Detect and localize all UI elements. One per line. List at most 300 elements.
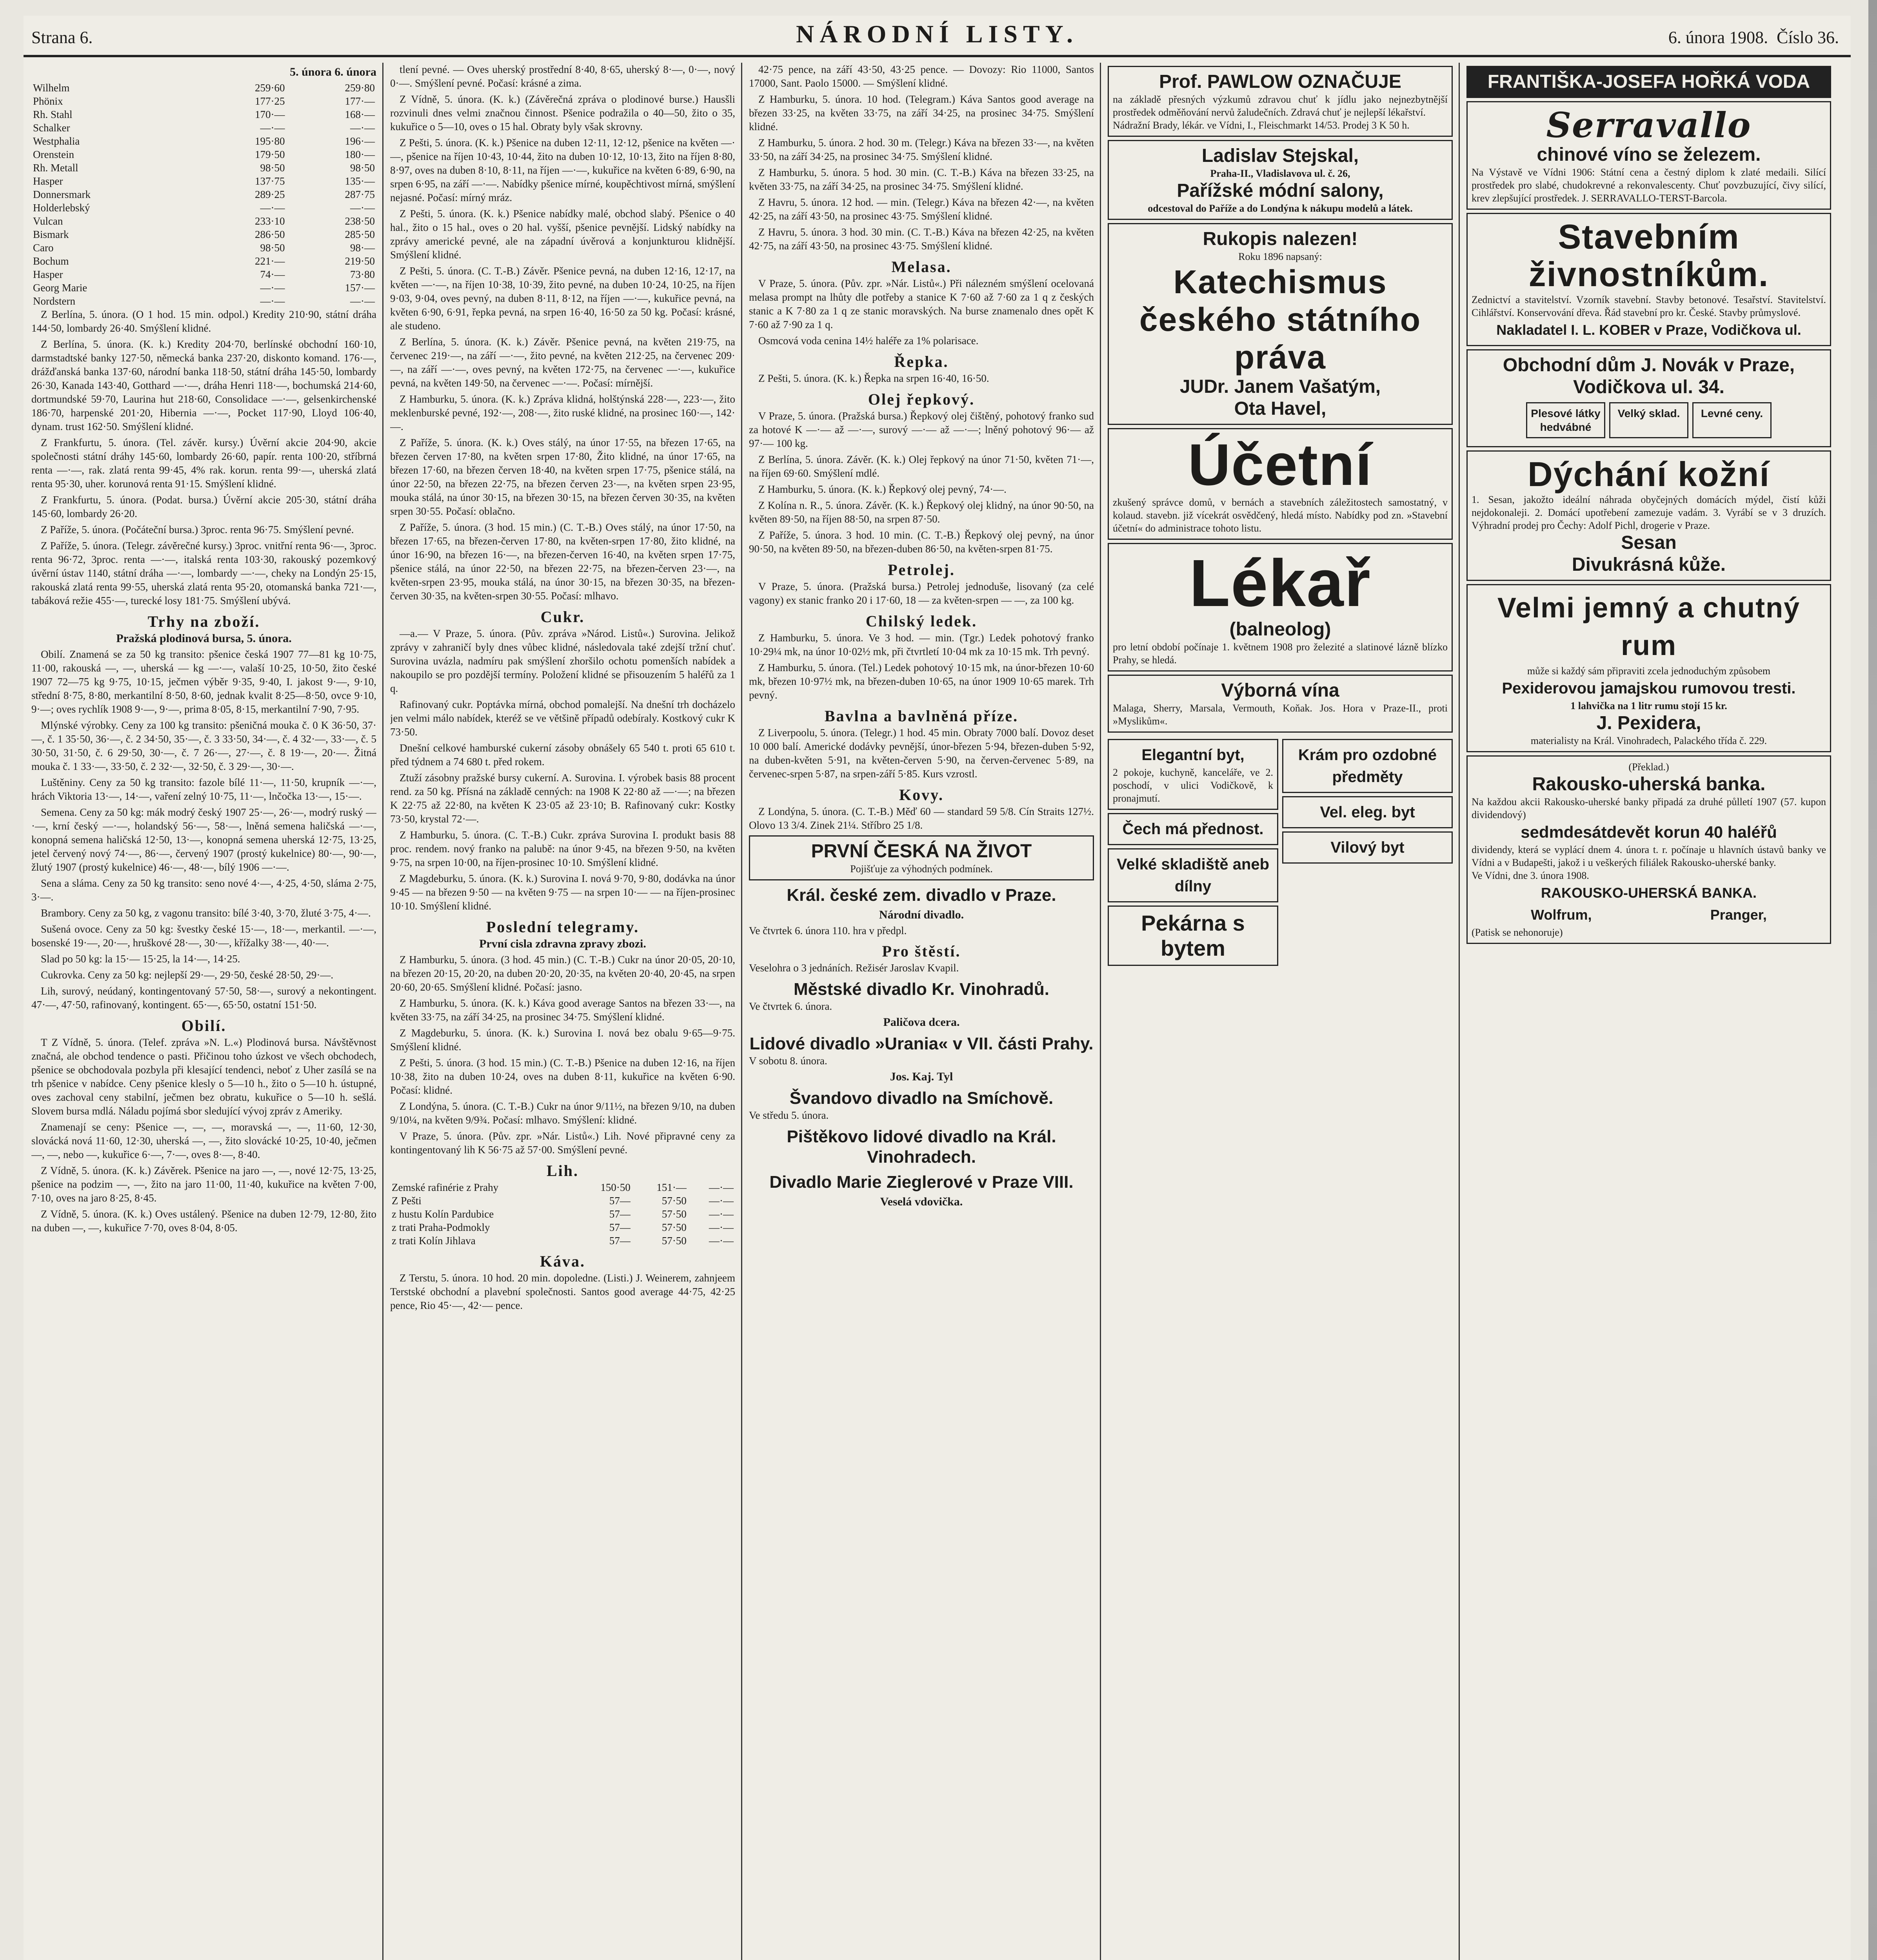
table-cell: 259·60: [254, 82, 285, 94]
stavebnim-ad: [1466, 213, 1831, 346]
kram-title: Krám pro ozdobné předměty: [1298, 746, 1437, 786]
table-cell: Holderlebský: [33, 202, 90, 214]
column-divider: [382, 63, 383, 1960]
oil-text: [749, 409, 1094, 556]
section-heading-molasses: Melasa.: [891, 258, 952, 276]
article-paragraph: Z Berlína, 5. února. (O 1 hod. 15 min. odpol.) Kredity 210·90, státní dráha 144·50, lombardy 26·40. Smýšlení klidné.: [31, 309, 376, 334]
article-paragraph: Z Londýna, 5. února. (C. T.-B.) Cukr na únor 9/11½, na březen 9/10, na duben 9/10¼, na květen 9/9¾. Počasí: mlhavo. Smýšlení: klidné.: [390, 1100, 735, 1126]
table-row: [31, 188, 376, 201]
table-cell: 157·—: [345, 282, 375, 294]
velbyt-title: Vel. eleg. byt: [1320, 804, 1415, 821]
byt-desc: 2 pokoje, kuchyně, kanceláře, ve 2. poschodí, v ulici Vodičkově, k pronajmutí.: [1113, 767, 1273, 804]
table-row: [31, 174, 376, 188]
theatre-perf: Ve čtvrtek 6. února 110. hra v předpl.: [749, 925, 907, 936]
table-cell: 57—: [609, 1235, 631, 1247]
table-cell: 57—: [609, 1208, 631, 1220]
table-row: [31, 161, 376, 174]
smichov-theatre: Švandovo divadlo na Smíchově.: [789, 1089, 1054, 1108]
article-paragraph: Z Hamburku, 5. února. (3 hod. 45 min.) (C. T.-B.) Cukr na únor 20·05, 20·10, na březen 20·15, 20·20, na duben 20·20, 20·35, na květen 20·40, 20·45, na srpen 20·60, 20·65. Smýšlení klidné. Počasí: jasno.: [390, 954, 735, 993]
pekarna-ad: [1108, 906, 1278, 966]
table-cell: —·—: [709, 1235, 734, 1247]
metals-text: [749, 805, 1094, 832]
lekar-title: Lékař: [1189, 546, 1371, 621]
stavebnim-title: Stavebním živnostníkům.: [1528, 217, 1769, 294]
table-cell: 286·50: [254, 229, 285, 240]
article-paragraph: Z Paříže, 5. února. 3 hod. 10 min. (C. T.-B.) Řepkový olej pevný, na únor 90·50, na květen 89·50, na březen-duben 86·50, na květen-srpen 81·75.: [749, 529, 1094, 555]
table-row: [390, 1234, 735, 1247]
article-paragraph: V Praze, 5. února. (Pův. zpr. »Nár. Listů«.) Lih. Nové připravné ceny za kontingentovaný lih K 56·75 až 57·00. Smýšlení pevné.: [390, 1130, 735, 1156]
pawlow-addr: Nádražní Brady, lékár. ve Vídni, I., Fleischmarkt 14/53. Prodej 3 K 50 h.: [1113, 120, 1410, 131]
molasses-text: [749, 277, 1094, 348]
pawlow-title: Prof. PAWLOW OZNAČUJE: [1159, 71, 1401, 92]
article-paragraph: Osmcová voda cenina 14½ haléře za 1% polarisace.: [758, 335, 979, 347]
kram-ad: [1282, 739, 1453, 793]
novak-box-b: Velký sklad.: [1609, 402, 1688, 438]
article-paragraph: Z Hamburku, 5. února. 5 hod. 30 min. (C. T.-B.) Káva na březen 33·25, na květen 33·75, na září 34·25, na prosinec 34·75. Smýšlení klidné.: [749, 167, 1094, 192]
table-cell: 177·25: [254, 95, 285, 107]
table-cell: —·—: [709, 1221, 734, 1233]
velbyt-ad: [1282, 796, 1453, 828]
table-row: [31, 294, 376, 308]
table-cell: —·—: [260, 295, 285, 307]
table-cell: 219·50: [345, 255, 375, 267]
table-cell: Bochum: [33, 255, 69, 267]
page-header: [24, 16, 1851, 57]
article-paragraph: Z Paříže, 5. února. (K. k.) Oves stálý, na únor 17·55, na březen 17·65, na březen červen 17·80, na květen srpen 17·80, Žito klidné, na únor 17·65, na březen 17·60, na březen červen 18·40, na květen srpen 17·75, pšenice stálá, na únor 22·50, na březen 22·75, na březen červen 23·—, na květen srpen 23·95, mouka stálá, na únor 30·15, na březen 30·15, na březen červen 30·35, na květen srpen 30·55. Počasí: oblačno.: [390, 437, 735, 517]
table-cell: 285·50: [345, 229, 375, 240]
column-1-text: [31, 308, 376, 608]
serravallo-logo: Serravallo: [1546, 105, 1752, 145]
section-heading-oil: Olej řepkový.: [868, 390, 975, 408]
table-cell: 57·50: [661, 1195, 687, 1207]
byt-ad: [1108, 739, 1278, 810]
vilovy-ad: [1282, 831, 1453, 864]
table-cell: 73·80: [350, 269, 375, 280]
newspaper-page: [24, 16, 1851, 1960]
section-heading-saltpeter: Chilský ledek.: [865, 612, 978, 630]
manuscript-year: Roku 1896 napsaný:: [1238, 251, 1322, 262]
novak-box-c: Levné ceny.: [1692, 402, 1772, 438]
table-cell: —·—: [350, 122, 375, 134]
life-insurance-desc: Pojišťuje za výhodných podmínek.: [850, 863, 993, 875]
table-cell: z trati Kolín Jihlava: [392, 1235, 476, 1247]
table-cell: Z Pešti: [392, 1195, 422, 1207]
table-cell: 57·50: [661, 1208, 687, 1220]
table-cell: Schalker: [33, 122, 70, 134]
table-cell: 170·—: [254, 109, 285, 120]
life-insurance-name: PRVNÍ ČESKÁ NA ŽIVOT: [811, 841, 1032, 862]
table-cell: Westphalia: [33, 135, 80, 147]
ucetni-ad: [1108, 428, 1453, 540]
article-paragraph: V Praze, 5. února. (Pův. zpr. »Nár. Listů«.) Při nálezném smýšlení ocelovaná melasa prompt na lhůty dle potřeby a stanice K 7·60 až 7·60 za 1 q z českých stanic a K 7·80 za 1 q ze stanic moravských. Na burse znamenalo dnes opět K 7·60 až 7·90 za 1 q.: [749, 278, 1094, 330]
issue-number: Číslo 36.: [1777, 28, 1839, 47]
article-paragraph: Z Londýna, 5. února. (C. T.-B.) Měď 60 — standard 59 5/8. Cín Straits 127½. Olovo 13 3/4. Zinek 21¼. Stříbro 25 1/8.: [749, 806, 1094, 831]
article-paragraph: Znamenají se ceny: Pšenice —, —, —, moravská —, —, 11·60, 12·30, slovácká nová 11·60, 12·30, uherská —, —, žito slovácké 10·25, 10·40, ječmen —, —, nebo —, kukuřice 6·—, 7·—, oves 8·—, 8·40.: [31, 1121, 376, 1160]
article-paragraph: 42·75 pence, na září 43·50, 43·25 pence. — Dovozy: Rio 11000, Santos 17000, Sant. Paolo 15000. — Smýšlení klidné.: [749, 64, 1094, 89]
section-subheading-goods: Pražská plodinová bursa, 5. února.: [116, 632, 292, 645]
section-heading-grain: Obilí.: [181, 1017, 227, 1034]
table-cell: Hasper: [33, 175, 63, 187]
table-cell: 196·—: [345, 135, 375, 147]
table-cell: 98·50: [260, 162, 285, 174]
table-row: [31, 94, 376, 108]
column-divider: [741, 63, 742, 1960]
column-3: [749, 63, 1094, 1960]
table-cell: —·—: [350, 295, 375, 307]
cech-title: Čech má přednost.: [1122, 820, 1264, 838]
article-paragraph: Mlýnské výrobky. Ceny za 100 kg transito: pšeničná mouka č. 0 K 36·50, 37·—, č. 1 35·50, 36·—, č. 2 34·50, 35·—, č. 3 33·50, 34·—, č. 4 32·—, 33·—, č. 5 30·50, 31·50, č. 6 29·50, 30·—, č. 7 26·—, 27·—, č. 8 19·—, 20·—. Žitná mouka č. 1 33·—, 33·50, č. 2 32·—, 32·50, č. 3 29·—, 30·—.: [31, 719, 376, 772]
article-paragraph: Z Pešti, 5. února. (K. k.) Pšenice nabídky malé, obchod slabý. Pšenice o 40 hal., žito o 15 hal., oves o 20 hal. vyšší, pšenice pevnější. Lidský nabídky na zprávy americké pevné, ale na západní úvěrová a konjunkturou klidnější. Smýšlení klidné.: [390, 208, 735, 261]
table-cell: Caro: [33, 242, 54, 254]
small-ads-grid: [1108, 736, 1453, 969]
column-5: [1466, 63, 1831, 1960]
lekar-ad: [1108, 543, 1453, 671]
column-3-text: [749, 63, 1094, 253]
newspaper-title: NÁRODNÍ LISTY.: [796, 20, 1078, 48]
pexider-name: J. Pexidera,: [1596, 713, 1701, 733]
table-cell: —·—: [260, 202, 285, 214]
article-paragraph: Ztuží zásobny pražské bursy cukerní. A. Surovina. I. výrobek basis 88 procent rend. za 50 kg. Přísná na základě cenných: na 1908 K 22·80 až —·—; na březen K 22·75 až 22·80, na květen K 23·05 až 23·10; B. Rafinovaný cukr: Kostky 73·50, krystal 72·—.: [390, 772, 735, 825]
table-row: [31, 201, 376, 214]
bank-text2: dividendy, která se vyplácí dnem 4. února t. r. počínaje u hlavních ústavů banky ve Vídni a v Budapešti, jakož i u veškerých filiálek Rakousko-uherské banky.: [1472, 844, 1826, 868]
section-heading-rapeseed: Řepka.: [894, 353, 949, 370]
table-cell: 259·80: [345, 82, 375, 94]
table-cell: 137·75: [254, 175, 285, 187]
katechismus-title: Katechismus českého státního práva: [1139, 263, 1421, 376]
article-paragraph: Z Pešti, 5. února. (C. T.-B.) Závěr. Pšenice pevná, na duben 12·16, 12·17, na květen —·—, na říjen 10·38, 10·39, žito pevné, na duben 10·24, 10·25, na říjen 9·03, 9·04, oves pevný, na duben 8·11, 8·12, na říjen —·—, kukuřice pevná, na květen 6·90, 6·91, řepka pevná, na srpen 16·40, 16·50 za 50 kg. Počasí: krásné, ale studeno.: [390, 265, 735, 332]
rum-desc: může si každý sám připraviti zcela jednoduchým způsobem: [1527, 665, 1771, 677]
table-cell: —·—: [709, 1208, 734, 1220]
stejskal-name: Ladislav Stejskal,: [1201, 145, 1359, 166]
play-desc: Veselohra o 3 jednáních. Režisér Jaroslav Kvapil.: [749, 962, 959, 974]
table-row: [31, 134, 376, 148]
article-paragraph: Z Pešti, 5. února. (K. k.) Pšenice na duben 12·11, 12·12, pšenice na květen —·—, pšenice na říjen 10·43, 10·44, žito na duben 10·12, 10·13, žito na říjen 8·80, 8·97, oves na duben 8·10, 8·11, na říjen —·—, kukuřice na květen 6·89, 6·90, na srpen 6·95, na září —·—. Nabídky pšenice mírné, koupěchtivost mírná, smýšlení nejasné. Počasí: mírný mráz.: [390, 137, 735, 203]
table-row: [390, 1194, 735, 1207]
stejskal-shop: Pařížské módní salony,: [1177, 180, 1384, 201]
table-cell: Donnersmark: [33, 189, 91, 200]
stejskal-addr: Praha-II., Vladislavova ul. č. 26,: [1210, 168, 1350, 179]
column-2: [390, 63, 735, 1960]
author2-name: Ota Havel,: [1234, 398, 1326, 419]
column-divider: [1459, 63, 1460, 1960]
rum-title: Velmi jemný a chutný rum: [1497, 592, 1801, 661]
table-cell: 57—: [609, 1195, 631, 1207]
exchange-dates: 5. února 6. února: [290, 65, 376, 78]
bank-text: Na každou akcii Rakousko-uherské banky připadá za druhé půlletí 1907 (57. kupon dividendový): [1472, 796, 1826, 820]
article-paragraph: Cukrovka. Ceny za 50 kg: nejlepší 29·—, 29·50, české 28·50, 29·—.: [41, 969, 334, 981]
article-paragraph: Z Vídně, 5. února. (K. k.) Oves ustálený. Pšenice na duben 12·79, 12·80, žito na duben —, —, kukuřice 7·70, oves 8·04, 8·05.: [31, 1208, 376, 1234]
wine-title: Výborná vína: [1221, 680, 1339, 701]
exchange-table: [31, 81, 376, 308]
article-paragraph: Z Havru, 5. února. 3 hod. 30 min. (C. T.-B.) Káva na březen 42·25, na květen 42·75, na září 43·50, na prosinec 43·75. Smýšlení klidné.: [749, 226, 1094, 252]
pekarna-title: Pekárna s bytem: [1141, 911, 1245, 960]
table-cell: Bismark: [33, 229, 69, 240]
table-cell: Georg Marie: [33, 282, 87, 294]
article-paragraph: Z Hamburku, 5. února. 2 hod. 30 m. (Telegr.) Káva na březen 33·—, na květen 33·50, na září 34·25, na prosinec 34·75. Smýšlení klidné.: [749, 137, 1094, 162]
article-paragraph: Z Terstu, 5. února. 10 hod. 20 min. dopoledne. (Listi.) J. Weinerem, zahnjeem Terstské obchodní a plavební společnosti. Santos good average 44·75, 42·25 pence, Rio 45·—, 42·— pence.: [390, 1272, 735, 1311]
table-cell: Wilhelm: [33, 82, 70, 94]
bank-note: (Překlad.): [1628, 761, 1669, 773]
article-paragraph: Z Liverpoolu, 5. února. (Telegr.) 1 hod. 45 min. Obraty 7000 balí. Dovoz deset 10 000 balí. Americké dodávky pevnější, únor-březen 5·94, březen-duben 5·92, na duben-květen 5·91, na květen-červen 5·90, na červen-červenec 5·89, na červenec-srpen 5·87, na srpen-září 5·85. Kurs vzrostl.: [749, 727, 1094, 780]
column-2-text: [390, 63, 735, 603]
article-paragraph: Z Magdeburku, 5. února. (K. k.) Surovina I. nová bez obalu 9·65—9·75. Smýšlení klidné.: [390, 1027, 735, 1053]
bank-secretary: Pranger,: [1710, 907, 1767, 923]
novak-boxes: [1472, 402, 1826, 438]
table-row: [390, 1221, 735, 1234]
table-cell: —·—: [260, 122, 285, 134]
article-paragraph: Z Hamburku, 5. února. Ve 3 hod. — min. (Tgr.) Ledek pohotový franko 10·29¼ mk, na únor 10·02½ mk, při čtvrtletí 10·04 mk za 10·15 mk. Trh pevný.: [749, 632, 1094, 657]
table-cell: —·—: [709, 1195, 734, 1207]
lekar-sub: (balneolog): [1229, 619, 1331, 640]
section-heading-coffee: Káva.: [540, 1252, 586, 1270]
table-cell: 180·—: [345, 149, 375, 160]
life-insurance-ad: [749, 835, 1094, 880]
article-paragraph: Brambory. Ceny za 50 kg, z vagonu transito: bílé 3·40, 3·70, žluté 3·75, 4·—.: [41, 907, 371, 919]
city-play: Paličova dcera.: [883, 1016, 960, 1029]
issue-date: [1668, 27, 1839, 47]
table-cell: Phönix: [33, 95, 63, 107]
table-cell: 177·—: [345, 95, 375, 107]
kuze-slogan: Divukrásná kůže.: [1572, 554, 1726, 575]
table-cell: Rh. Metall: [33, 162, 78, 174]
article-paragraph: Z Berlína, 5. února. (K. k.) Závěr. Pšenice pevná, na květen 219·75, na červenec 219·—, na září —·—, žito pevné, na květen 212·25, na červenec 209·—, na září —·—, oves pevný, na květen 172·75, na červenec —·—, kukuřice pevná, na květen 149·50, na červenec —·—. Počasí: mírnější.: [390, 336, 735, 389]
date-text: 6. února 1908.: [1668, 28, 1768, 47]
table-row: [31, 81, 376, 94]
table-cell: 74·—: [260, 269, 285, 280]
column-1: [31, 63, 376, 1960]
table-cell: 233·10: [254, 215, 285, 227]
article-paragraph: Z Berlína, 5. února. Závěr. (K. k.) Olej řepkový na únor 71·50, květen 71·—, na říjen 69·60. Smýšlení mdlé.: [749, 454, 1094, 479]
novak-title: Obchodní dům J. Novák v Praze, Vodičkova ul. 34.: [1503, 355, 1795, 397]
article-paragraph: Dnešní celkové hamburské cukerní zásoby obnášely 65 540 t. proti 65 610 t. před týdnem a 74 680 t. před rokem.: [390, 742, 735, 768]
cech-ad: [1108, 813, 1278, 845]
spirits-table: [390, 1181, 735, 1247]
article-paragraph: Z Havru, 5. února. 12 hod. — min. (Telegr.) Káva na březen 42·—, na květen 42·25, na září 43·50, na prosinec 43·75. Smýšlení klidné.: [749, 196, 1094, 222]
saltpeter-text: [749, 631, 1094, 702]
sesan-logo: Sesan: [1621, 532, 1677, 553]
table-row: [31, 281, 376, 294]
franz-josef-ad: [1466, 66, 1831, 98]
table-cell: 57·50: [661, 1235, 687, 1247]
bank-sign: RAKOUSKO-UHERSKÁ BANKA.: [1541, 885, 1757, 901]
ucetni-desc: zkušený správce domů, v bernách a stavebních záležitostech samostatný, v kolaud. stavebn. již vícekrát osvědčený, hledá místo. Nabídky pod zn. »Stavební účetní« do administrace tohoto listu.: [1113, 497, 1448, 534]
ucetni-title: Účetní: [1188, 432, 1373, 497]
article-paragraph: Z Paříže, 5. února. (Telegr. závěrečné kursy.) 3proc. vnitřní renta 96·—, 3proc. renta 96·72, 3proc. renta —·—, italská renta 103·30, rakouský pozemkový úvěrní ústav 1140, státní dráha —·—, lombardy —·—, cheky na Londýn 25·15, rakouská zlatá renta 99·55, uherská zlatá renta 95·20, otomanská banka 721·—, tabáková režie 455·—, turecké losy 181·75. Smýšlení ubývá.: [31, 540, 376, 606]
wine-ad: [1108, 675, 1453, 733]
table-cell: Rh. Stahl: [33, 109, 73, 120]
play-title: Pro štěstí.: [882, 942, 961, 960]
kober-publisher: Nakladatel I. L. KOBER v Praze, Vodičkova ul.: [1496, 322, 1801, 338]
katechismus-ad: [1108, 223, 1453, 425]
table-cell: z hustu Kolín Pardubice: [392, 1208, 494, 1220]
author-name: JUDr. Janem Vašatým,: [1179, 376, 1381, 397]
novak-ad: [1466, 349, 1831, 447]
pexider-price: 1 lahvička na 1 litr rumu stojí 15 kr.: [1570, 700, 1727, 711]
urania-theatre: Lidové divadlo »Urania« v VII. části Prahy.: [749, 1034, 1094, 1053]
ziegler-theatre: Divadlo Marie Zieglerové v Praze VIII.: [769, 1172, 1074, 1192]
vilovy-title: Vilový byt: [1330, 839, 1405, 856]
dychani-title: Dýchání kožní: [1528, 455, 1770, 494]
telegrams-subheading: První cisla zdravna zpravy zbozi.: [479, 937, 646, 950]
article-paragraph: Rafinovaný cukr. Poptávka mírná, obchod pomalejší. Na dnešní trh docházelo jen velmi málo nabídek, kteréž se ve většině případů odebíraly. Kostkový cukr K 73·50.: [390, 699, 735, 738]
theatre-listings: [749, 885, 1094, 1209]
section-heading-goods: Trhy na zboží.: [147, 613, 260, 630]
cotton-text: [749, 726, 1094, 781]
article-paragraph: Z Frankfurtu, 5. února. (Tel. závěr. kursy.) Úvěrní akcie 204·90, akcie společnosti státní dráhy 145·60, lombardy 26·60, papír. renta 100·20, stříbrná renta —·—, rak. zlatá renta 99·45, 4% rak. korun. renta 99·—, uherská zlatá renta 95·30, uher. korunová renta 91·15. Smýšlení klidné.: [31, 437, 376, 490]
table-cell: —·—: [350, 202, 375, 214]
small-ads-right: [1282, 736, 1453, 969]
table-cell: 179·50: [254, 149, 285, 160]
article-paragraph: Z Hamburku, 5. února. (K. k.) Káva good average Santos na březen 33·—, na květen 33·75, na září 34·25, na prosinec 34·75. Smýšlení klidné.: [390, 997, 735, 1023]
velke-title: Velké skladiště aneb dílny: [1116, 856, 1270, 895]
table-row: [390, 1181, 735, 1194]
article-paragraph: T Z Vídně, 5. února. (Telef. zpráva »N. L.«) Plodinová bursa. Návštěvnost značná, ale obchod tendence o pasti. Přičinou toho úzkost ve všech obchodech, pšenice se obchodovala pozbyla při klesající tendenci, neboť z Uher zasílá se na trh pšenice v nabídce. Ceny pšenice klesly o 5—10 h., žito o 5—10 h. ústupné, oves zachoval ceny stabilní, ječmen bez obratu, kukuřice o 5—10 h. sešlá. Slovem bursa mdlá. Náladu pojímá sbor sledující vývoj zpráv z Ameriky.: [31, 1036, 376, 1117]
article-paragraph: Luštěniny. Ceny za 50 kg transito: fazole bílé 11·—, 11·50, krupník —·—, hrách Viktoria 13·—, 14·—, vaření zelný 10·75, 11·—, lnčočka 13·—, 15·—.: [31, 777, 376, 802]
theatre-title: Král. české zem. divadlo v Praze.: [787, 886, 1056, 905]
sesan-ad: [1466, 450, 1831, 581]
table-row: [31, 268, 376, 281]
rapeseed-text: Z Pešti, 5. února. (K. k.) Řepka na srpen 16·40, 16·50.: [758, 372, 989, 384]
section-heading-kerosene: Petrolej.: [888, 561, 955, 579]
smichov-perf: Ve středu 5. února.: [749, 1109, 829, 1121]
table-cell: —·—: [260, 282, 285, 294]
ziegler-play: Veselá vdovička.: [880, 1195, 963, 1208]
article-paragraph: —a.— V Praze, 5. února. (Pův. zpráva »Národ. Listů«.) Surovina. Jelikož zprávy v zahraničí byly dnes vůbec klidné, následovala také zdejší tržní chuť. Surovina uvázla, nadmíru pak smýšlení zhoršilo ochotu pomenších nabídek a nakoupilo se pro pozdější termíny. Položení klidné se přisouzením 5 haléřů za 1 q.: [390, 628, 735, 694]
article-paragraph: Z Frankfurtu, 5. února. (Podat. bursa.) Úvěrní akcie 205·30, státní dráha 145·60, lombardy 26·20.: [31, 494, 376, 519]
table-cell: Orenstein: [33, 149, 74, 160]
table-cell: Nordstern: [33, 295, 75, 307]
article-paragraph: Z Hamburku, 5. února. (K. k.) Zpráva klidná, holštýnská 228·—, 223·—, žito meklenburské pevné, 192·—, 208·—, žito ruské klidné, na prosinec 160·—, 142·—.: [390, 393, 735, 432]
table-row: [31, 108, 376, 121]
bank-signatures: [1472, 904, 1826, 926]
table-cell: Zemské rafinérie z Prahy: [392, 1181, 499, 1193]
pawlow-text: na základě přesných výzkumů zdravou chuť k jídlu jako nejnezbytnější prostředek odměňování nervů žaludečních. Zdravá chuť je nejlepší lékařství.: [1113, 94, 1448, 118]
section-heading-metals: Kovy.: [899, 786, 944, 804]
article-paragraph: Z Hamburku, 5. února. (K. k.) Řepkový olej pevný, 74·—.: [758, 483, 1007, 495]
table-cell: 289·25: [254, 189, 285, 200]
small-ads-left: [1108, 736, 1278, 969]
manuscript-heading: Rukopis nalezen!: [1203, 229, 1358, 249]
article-paragraph: Slad po 50 kg: la 15·— 15·25, la 14·—, 14·25.: [41, 953, 240, 965]
table-row: [31, 148, 376, 161]
table-cell: 98·50: [260, 242, 285, 254]
city-theatre: Městské divadlo Kr. Vinohradů.: [793, 980, 1050, 999]
page-edge: [1868, 0, 1877, 1960]
grain-text: [31, 1036, 376, 1235]
stavebnim-list: Zednictví a stavitelství. Vzorník stavební. Stavby betonové. Tesařství. Stavitelství. Cihlářství. Konservování dřeva. Řád stavební pro kr. České. Stavby průmyslové.: [1472, 294, 1826, 318]
table-cell: 135·—: [345, 175, 375, 187]
table-cell: z trati Praha-Podmokly: [392, 1221, 490, 1233]
telegram-text: [390, 953, 735, 1157]
sugar-text: [390, 627, 735, 913]
bank-notice: [1466, 755, 1831, 944]
page-number: Strana 6.: [31, 28, 93, 47]
lekar-desc: pro letní období počínaje 1. květnem 1908 pro železité a slatinové lázně blízko Prahy, se hledá.: [1113, 641, 1448, 666]
article-paragraph: Sušená ovoce. Ceny za 50 kg: švestky české 15·—, 18·—, merkantil. —·—, bosenské 19·—, 20·—, hruškové 28·—, 30·—, křížalky 38·—, 40·—.: [31, 923, 376, 949]
section-heading-telegrams: Poslední telegramy.: [486, 918, 640, 936]
theatre-sub: Národní divadlo.: [879, 908, 964, 921]
wine-desc: Malaga, Sherry, Marsala, Vermouth, Koňak. Jos. Hora v Praze-II., proti »Myslikům«.: [1113, 702, 1448, 727]
velke-ad: [1108, 848, 1278, 902]
article-paragraph: Z Vídně, 5. února. (K. k.) Závěrek. Pšenice na jaro —, —, nové 12·75, 13·25, pšenice na podzim —, —, žito na jaro 11·00, 11·40, kukuřice na květen 7·00, 7·10, oves na jaro 8·25, 8·45.: [31, 1165, 376, 1204]
table-row: [31, 228, 376, 241]
article-paragraph: Z Hamburku, 5. února. 10 hod. (Telegram.) Káva Santos good average na březen 33·25, na květen 33·75, na září 34·25, na prosinec 34·75. Smýšlení klidné.: [749, 93, 1094, 132]
article-paragraph: Z Vídně, 5. února. (K. k.) (Závěrečná zpráva o plodinové burse.) Hausšli rozvinuli dnes velmi značnou činnost. Pšenice podražila o 40—50, žito o 35, kukuřice o 5—10, oves o 15 hal. Obraty byly však skrovny.: [390, 93, 735, 132]
table-row: [390, 1207, 735, 1221]
pexider-product: Pexiderovou jamajskou rumovou tresti.: [1502, 680, 1796, 697]
table-cell: 98·—: [350, 242, 375, 254]
column-divider: [1100, 63, 1101, 1960]
article-paragraph: Obilí. Znamená se za 50 kg transito: pšenice česká 1907 77—81 kg 10·75, 11·00, rakouská —, —, uherská — kg —·—, valaší 10·25, 10·50, žito české 1907 72—75 kg 9·75, 10·15, ječmen výběr 9·35, 9·40, I. jakost 9·—, 9·10, střední 8·75, 8·80, merkantilní 8·50, 8·60, jednak kvalit 8·25—8·50, ovce 9·10, 9·—; oves rychlík 1908 9·—, 9·—, prima 8·05, 8·15, merkantilní 7·90, 7·95.: [31, 648, 376, 715]
table-row: [31, 241, 376, 254]
article-paragraph: Semena. Ceny za 50 kg: mák modrý český 1907 25·—, 26·—, modrý ruský —·—, krní český —·—, holandský 56·—, 58·—, lněná semena haličská —·—, konopná semena haličská 12·50, 13·—, konopná semena uherská 12·75, 13·25, jetel červený nový 74·—, 86·—, červený 1907 (prostý kukelnice) 80·—, 90·—, žlutý 1907 (prostý kukelnice) 46·—, 48·—, bílý 1906 —·—.: [31, 806, 376, 873]
section-heading-cotton: Bavlna a bavlněná příze.: [824, 707, 1019, 725]
article-paragraph: Z Hamburku, 5. února. (C. T.-B.) Cukr. zpráva Surovina I. produkt basis 88 proc. rendem. nový franko na palubě: na únor 9·45, na březen 9·50, na květen 9·75, na srpen 10·00, na říjen-prosinec 10·10. Smýšlení klidné.: [390, 829, 735, 868]
section-heading-sugar: Cukr.: [540, 608, 585, 626]
table-cell: —·—: [709, 1181, 734, 1193]
stejskal-ad: [1108, 140, 1453, 220]
kerosene-text: [749, 580, 1094, 607]
table-cell: Hasper: [33, 269, 63, 280]
urania-perf: V sobotu 8. února.: [749, 1055, 827, 1067]
dychani-desc: 1. Sesan, jakožto ideální náhrada obyčejných domácích mýdel, čistí kůži nejdokonaleji. 2. Domácí upotřebení zamezuje vadám. 3. Vyrábí se v 3 druzích. Výhradní prodej pro Čechy: Adolf Pichl, drogerie v Praze.: [1472, 494, 1826, 531]
article-paragraph: Z Paříže, 5. února. (3 hod. 15 min.) (C. T.-B.) Oves stálý, na únor 17·50, na březen 17·65, na březen-červen 17·80, na květen-srpen 17·80, žito klidné, na únor 16·90, na březen 16·—, na březen-červen 16·40, na květen srpen 17·75, pšenice stálá, na únor 22·50, na březen 22·75, na březen-červen 23·—, na květen-srpen 23·95, mouka stálá, na únor 30·15, na březen 30·35, na březen-červen 30·35, na květen-srpen 30·55. Počasí: mlhavo.: [390, 521, 735, 602]
article-paragraph: Z Berlína, 5. února. (K. k.) Kredity 204·70, berlínské obchodní 160·10, darmstadtské banky 127·50, německá banka 237·20, diskonto komand. 176·—, drážďanská banka 137·60, národní banka 118·50, státní dráha 145·50, lombardy 26·30, Kanada 143·40, Gotthard —·—, dráha Henri 118·—, bochumská 214·60, dortmundské 59·70, Laurina hut 218·60, Consolidace —·—, gelsenkirchenské 186·70, harpenské 201·20, Hibernia —·—, Pocket 117·90, Lloyd 106·40, dynam. trust 162·50. Smýšlení klidné.: [31, 338, 376, 432]
coffee-text: [390, 1271, 735, 1312]
table-cell: 98·50: [350, 162, 375, 174]
bank-title: Rakousko-uherská banka.: [1532, 774, 1766, 795]
table-cell: 168·—: [345, 109, 375, 120]
article-paragraph: V Praze, 5. února. (Pražská bursa.) Petrolej jednoduše, lisovaný (za celé vagony) ex stanic franko 20 i 17·60, 18 — za květen-srpen — —, za 100 kg.: [749, 581, 1094, 606]
table-cell: 238·50: [345, 215, 375, 227]
article-paragraph: Z Kolína n. R., 5. února. Závěr. (K. k.) Řepkový olej klidný, na únor 90·50, na květen 89·50, na říjen 88·50, na srpen 87·50.: [749, 499, 1094, 525]
novak-box-a: Plesové látky hedvábné: [1526, 402, 1605, 438]
table-cell: 287·75: [345, 189, 375, 200]
table-cell: 195·80: [254, 135, 285, 147]
column-4: [1108, 63, 1453, 1960]
table-row: [31, 121, 376, 134]
article-paragraph: Lih, surový, neúdaný, kontingentovaný 57·50, 58·—, surový a nekontingent. 47·—, 47·50, rafinovaný, kontingent. 65·—, 65·50, ostatní 151·50.: [31, 985, 376, 1011]
bank-foot: (Patisk se nehonoruje): [1472, 927, 1563, 938]
bank-governor: Wolfrum,: [1531, 907, 1592, 923]
table-cell: 221·—: [254, 255, 285, 267]
bank-amount: sedmdesátdevět korun 40 haléřů: [1521, 823, 1777, 841]
urania-play: Jos. Kaj. Tyl: [890, 1070, 953, 1083]
article-paragraph: tlení pevné. — Oves uherský prostřední 8·40, 8·65, uherský 8·—, 0·—, nový 0·—. Smýšlení pevné. Počasí: krásné a zima.: [390, 64, 735, 89]
pexider-addr: materialisty na Král. Vinohradech, Palackého třída č. 229.: [1530, 735, 1767, 746]
table-cell: 151·—: [656, 1181, 687, 1193]
article-paragraph: V Praze, 5. února. (Pražská bursa.) Řepkový olej čištěný, pohotový franko sud za hotové K —·— až —·—, surový —·— až —·—; lněný pohotový 96·— až 97·— 100 kg.: [749, 410, 1094, 449]
franz-josef-title: FRANTIŠKA-JOSEFA HOŘKÁ VODA: [1487, 71, 1810, 92]
serravallo-desc: Na Výstavě ve Vídni 1906: Státní cena a čestný diplom k zlaté medaili. Silící prostředek pro slabé, chudokrevné a rekonvalescenty. Chuť povzbuzující, čivy silící, krev zlepšující prostředek. J. SERRAVALLO-TERST-Barcola.: [1472, 167, 1826, 204]
article-paragraph: Sena a sláma. Ceny za 50 kg transito: seno nové 4·—, 4·25, 4·50, sláma 2·75, 3·—.: [31, 877, 376, 903]
bank-date: Ve Vídni, dne 3. února 1908.: [1472, 870, 1589, 881]
table-cell: 57—: [609, 1221, 631, 1233]
vinohrady-theatre: Pištěkovo lidové divadlo na Král. Vinohradech.: [787, 1127, 1056, 1167]
table-row: [31, 214, 376, 228]
article-paragraph: Z Paříže, 5. února. (Počáteční bursa.) 3proc. renta 96·75. Smýšlení pevné.: [41, 524, 354, 535]
pawlow-ad: [1108, 66, 1453, 137]
market-text: [31, 648, 376, 1012]
table-cell: Vulcan: [33, 215, 63, 227]
article-paragraph: Z Magdeburku, 5. února. (K. k.) Surovina I. nová 9·70, 9·80, dodávka na únor 9·45 — na březen 9·50 — na květen 9·75 — na srpen 10·— — na říjen-prosinec 10·10. Smýšlení klidné.: [390, 873, 735, 912]
table-row: [31, 254, 376, 268]
city-perf: Ve čtvrtek 6. února.: [749, 1000, 832, 1012]
article-paragraph: Z Pešti, 5. února. (3 hod. 15 min.) (C. T.-B.) Pšenice na duben 12·16, na říjen 10·38, žito na duben 10·24, oves na duben 8·11, kukuřice na květen 6·90. Počasí: klidné.: [390, 1057, 735, 1096]
table-cell: 150·50: [600, 1181, 631, 1193]
article-paragraph: Z Hamburku, 5. února. (Tel.) Ledek pohotový 10·15 mk, na únor-březen 10·60 mk, březen 10·97½ mk, na březen-duben 10·65, na únor 1909 10·65 marek. Trh pevný.: [749, 662, 1094, 701]
byt-title: Elegantní byt,: [1141, 746, 1245, 764]
